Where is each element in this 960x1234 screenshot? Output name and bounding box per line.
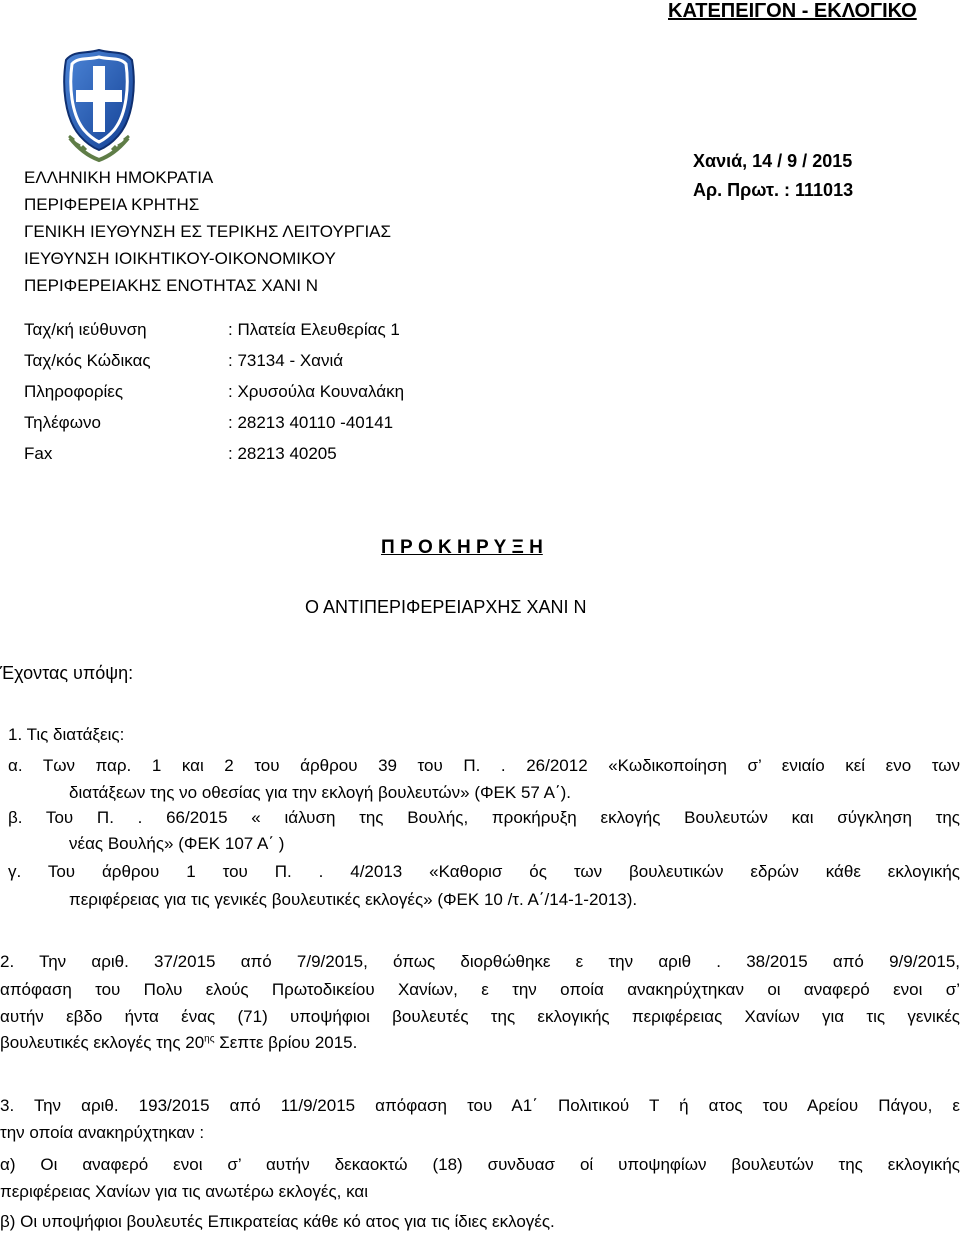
item-1a-line: α. Των παρ. 1 και 2 του άρθρου 39 του Π. . 26/2012 «Κωδικοποίηση σ’ ενιαίο κεί ενο των: [8, 756, 960, 775]
item-3-line: 3. Την αριθ. 193/2015 από 11/9/2015 απόφαση του Α1΄ Πολιτικού Τ ή ατος του Αρείου Πάγου, ε: [0, 1096, 960, 1115]
contact-value: : Πλατεία Ελευθερίας 1: [228, 320, 400, 339]
item-3a-line: α) Οι αναφερό ενοι σ’ αυτήν δεκαοκτώ (18) συνδυασ οί υποψηφίων βουλευτών της εκλογικής: [0, 1155, 960, 1174]
contact-value: : 28213 40110 -40141: [228, 413, 394, 432]
issuing-official: Ο ΑΝΤΙΠΕΡΙΦΕΡΕΙΑΡΧΗΣ ΧΑΝΙ Ν: [305, 597, 587, 617]
ordinal-suffix: ης: [204, 1033, 215, 1045]
item-2-line: 2. Την αριθ. 37/2015 από 7/9/2015, όπως διορθώθηκε ε την αριθ . 38/2015 από 9/9/2015,: [0, 952, 960, 971]
issuing-authority-block: [24, 164, 391, 299]
item-2-line: απόφαση του Πολυ ελούς Πρωτοδικείου Χανίων, ε την οποία ανακηρύχτηκαν οι αναφερό ενοι σ’: [0, 980, 960, 999]
greek-coat-of-arms-emblem: [58, 44, 140, 168]
authority-line: ΠΕΡΙΦΕΡΕΙΑΚΗΣ ΕΝΟΤΗΤΑΣ ΧΑΝΙ Ν: [24, 276, 319, 295]
authority-line: ΓΕΝΙΚΗ ΙΕΥΘΥΝΣΗ ΕΣ ΤΕΡΙΚΗΣ ΛΕΙΤΟΥΡΓΙΑΣ: [24, 222, 392, 241]
contact-label: Τηλέφωνο: [24, 413, 101, 432]
authority-line: ΠΕΡΙΦΕΡΕΙΑ ΚΡΗΤΗΣ: [24, 195, 200, 214]
contact-value: : Χρυσούλα Κουναλάκη: [228, 382, 405, 401]
item-3a-line: περιφέρειας Χανίων για τις ανωτέρω εκλογές, και: [0, 1182, 369, 1201]
item-2-text: Σεπτε βρίου 2015.: [214, 1033, 358, 1052]
authority-line: ΕΛΛΗΝΙΚΗ ΗΜΟΚΡΑΤΙΑ: [24, 168, 214, 187]
contact-value: : 73134 - Χανιά: [228, 351, 344, 370]
contact-value: : 28213 40205: [228, 444, 337, 463]
protocol-number: Αρ. Πρωτ. : 111013: [693, 180, 854, 200]
item-3b-line: β) Οι υποψήφιοι βουλευτές Επικρατείας κάθε κό ατος για τις ίδιες εκλογές.: [0, 1212, 555, 1231]
contact-label: Ταχ/κός Κώδικας: [24, 351, 151, 370]
item-2-text: βουλευτικές εκλογές της 20: [0, 1033, 205, 1052]
item-3-line: την οποία ανακηρύχτηκαν :: [0, 1123, 205, 1142]
item-1a-line: διατάξεων της νο οθεσίας για την εκλογή βουλευτών» (ΦΕΚ 57 Α΄).: [69, 783, 572, 802]
considering-heading: Έχοντας υπόψη:: [0, 663, 134, 683]
item-2-line: αυτήν εβδο ήντα ένας (71) υποψήφιοι βουλευτές της εκλογικής περιφέρειας Χανίων για τις γενικές: [0, 1007, 960, 1026]
place-date-block: [693, 147, 853, 205]
proclamation-title: Π Ρ Ο Κ Η Ρ Υ Ξ Η: [381, 537, 543, 558]
item-1c-line: περιφέρειας για τις γενικές βουλευτικές εκλογές» (ΦΕΚ 10 /τ. Α΄/14-1-2013).: [69, 890, 638, 909]
contact-label: Πληροφορίες: [24, 382, 124, 401]
item-1-heading: 1. Τις διατάξεις:: [8, 725, 125, 744]
item-1c-line: γ. Του άρθρου 1 του Π. . 4/2013 «Καθορισ ός των βουλευτικών εδρών κάθε εκλογικής: [8, 862, 960, 881]
item-1b-line: β. Του Π. . 66/2015 « ιάλυση της Βουλής, προκήρυξη εκλογής Βουλευτών και σύγκληση της: [8, 808, 960, 827]
item-1b-line: νέας Βουλής» (ΦΕΚ 107 Α΄ ): [69, 834, 285, 853]
item-2-line: [0, 1033, 357, 1053]
place-date: Χανιά, 14 / 9 / 2015: [693, 151, 853, 171]
contact-label: Fax: [24, 444, 53, 463]
urgent-electoral-header: ΚΑΤΕΠΕΙΓΟΝ - ΕΚΛΟΓΙΚΟ: [668, 0, 917, 22]
authority-line: ΙΕΥΘΥΝΣΗ ΙΟΙΚΗΤΙΚΟΥ-ΟΙΚΟΝΟΜΙΚΟΥ: [24, 249, 336, 268]
contact-label: Ταχ/κή ιεύθυνση: [24, 320, 147, 339]
